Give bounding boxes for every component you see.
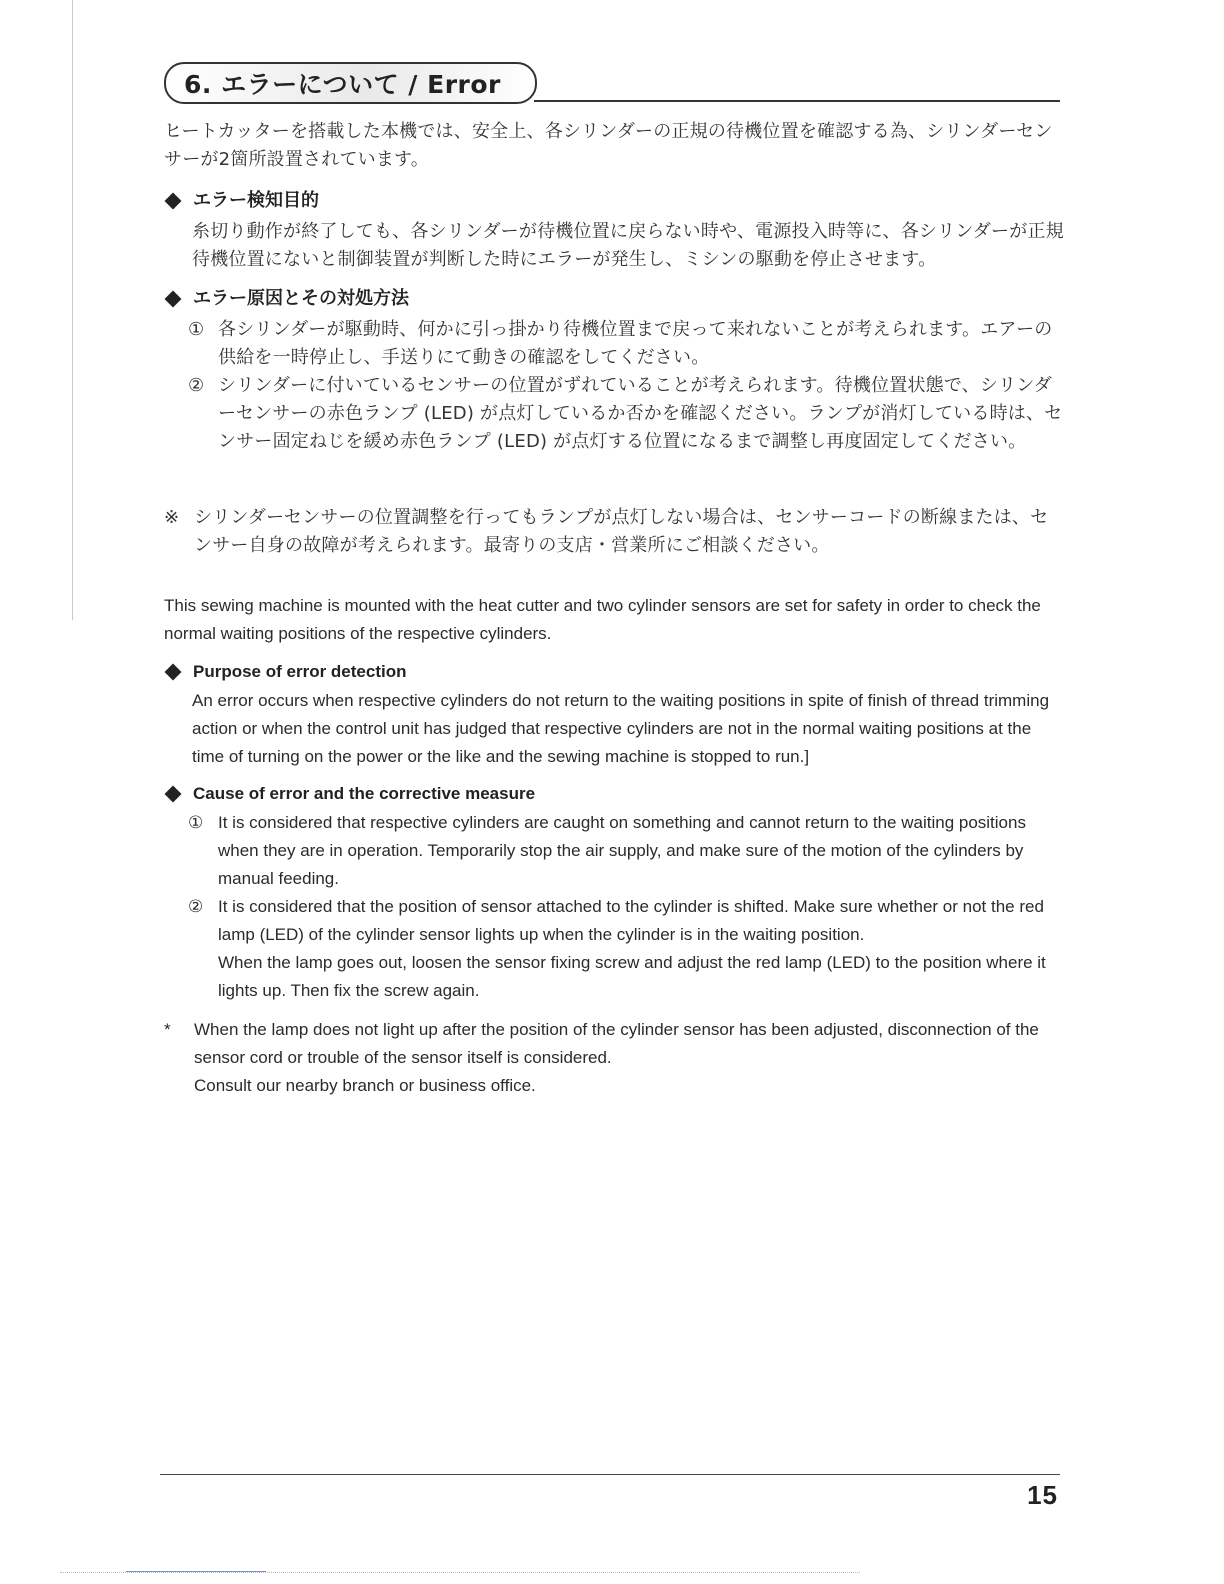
en-purpose-title: Purpose of error detection bbox=[193, 662, 407, 681]
circled-one-marker: ① bbox=[188, 813, 204, 832]
note-reference-mark: ※ bbox=[164, 507, 180, 528]
en-purpose-heading bbox=[164, 659, 1064, 685]
jp-note bbox=[164, 504, 1064, 560]
en-cause-item-1 bbox=[164, 809, 1064, 893]
scan-edge-line bbox=[72, 0, 73, 620]
jp-purpose-heading bbox=[164, 188, 1064, 214]
jp-cause-item-1 bbox=[164, 316, 1064, 372]
jp-cause-item-2 bbox=[164, 372, 1064, 456]
en-cause-title: Cause of error and the corrective measure bbox=[193, 784, 536, 803]
en-cause-item-text: It is considered that the position of sensor attached to the cylinder is shifted. Make sure whether or not the red lamp (LED) of the cylinder sensor lights up when the cylinder is in the waiting position. bbox=[218, 897, 1044, 944]
en-intro: This sewing machine is mounted with the heat cutter and two cylinder sensors are set for safety in order to check the normal waiting positions of the respective cylinders. bbox=[164, 596, 1041, 643]
jp-intro: ヒートカッターを搭載した本機では、安全上、各シリンダーの正規の待機位置を確認する為、シリンダーセンサーが2箇所設置されています。 bbox=[164, 121, 1053, 170]
en-purpose-section bbox=[164, 659, 1064, 771]
footer-rule bbox=[160, 1474, 1060, 1475]
en-cause-item-text-group bbox=[218, 893, 1064, 1005]
en-cause-item-text-continued: When the lamp goes out, loosen the sensor fixing screw and adjust the red lamp (LED) to the position where it lights up. Then fix the screw again. bbox=[218, 953, 1046, 1000]
diamond-bullet-icon bbox=[165, 193, 182, 210]
jp-cause-section bbox=[164, 286, 1064, 456]
jp-purpose-title: エラー検知目的 bbox=[193, 190, 319, 211]
en-cause-heading bbox=[164, 781, 1064, 807]
circled-two-marker: ② bbox=[188, 375, 205, 396]
jp-purpose-text: 糸切り動作が終了しても、各シリンダーが待機位置に戻らない時や、電源投入時等に、各シリンダーが正規待機位置にないと制御装置が判断した時にエラーが発生し、ミシンの駆動を停止させます。 bbox=[192, 221, 1064, 270]
en-note-text: When the lamp does not light up after the position of the cylinder sensor has been adjusted, disconnection of the sensor cord or trouble of the sensor itself is considered. bbox=[194, 1020, 1039, 1067]
diamond-bullet-icon bbox=[165, 291, 182, 308]
diamond-bullet-icon bbox=[165, 786, 182, 803]
circled-one-marker: ① bbox=[188, 319, 205, 340]
en-note bbox=[164, 1016, 1064, 1100]
jp-note-text: シリンダーセンサーの位置調整を行ってもランプが点灯しない場合は、センサーコードの断線または、センサー自身の故障が考えられます。最寄りの支店・営業所にご相談ください。 bbox=[194, 507, 1049, 556]
en-cause-section bbox=[164, 781, 1064, 1005]
note-asterisk-mark: * bbox=[164, 1020, 171, 1039]
diamond-bullet-icon bbox=[165, 664, 182, 681]
section-title: 6. エラーについて / Error bbox=[164, 62, 537, 104]
scan-bottom-mark bbox=[126, 1571, 266, 1572]
jp-cause-item-text: シリンダーに付いているセンサーの位置がずれていることが考えられます。待機位置状態で、シリンダーセンサーの赤色ランプ (LED) が点灯しているか否かを確認ください。ランプが消灯している時は、センサー固定ねじを緩め赤色ランプ (LED) が点灯する位置になるまで調整し再度固定してください。 bbox=[218, 375, 1063, 452]
en-note-text-continued: Consult our nearby branch or business office. bbox=[194, 1076, 536, 1095]
scan-bottom-edge bbox=[60, 1572, 860, 1573]
en-note-text-group bbox=[194, 1016, 1064, 1100]
jp-cause-title: エラー原因とその対処方法 bbox=[193, 288, 409, 309]
section-heading bbox=[164, 60, 1060, 106]
page-number: 15 bbox=[1027, 1480, 1058, 1510]
circled-two-marker: ② bbox=[188, 897, 204, 916]
en-cause-item-2 bbox=[164, 893, 1064, 1005]
heading-underline bbox=[534, 100, 1060, 102]
en-purpose-text: An error occurs when respective cylinders do not return to the waiting positions in spite of finish of thread trimming action or when the control unit has judged that respective cylinders are not in the normal waiting positions at the time of turning on the power or the like and the sewing machine is stopped to run.] bbox=[192, 691, 1050, 766]
jp-purpose-section bbox=[164, 188, 1064, 274]
jp-cause-heading bbox=[164, 286, 1064, 312]
en-cause-item-text: It is considered that respective cylinders are caught on something and cannot return to the waiting positions when they are in operation. Temporarily stop the air supply, and make sure of the motion of the cylinders by manual feeding. bbox=[218, 813, 1026, 888]
jp-cause-item-text: 各シリンダーが駆動時、何かに引っ掛かり待機位置まで戻って来れないことが考えられます。エアーの供給を一時停止し、手送りにて動きの確認をしてください。 bbox=[218, 319, 1053, 368]
